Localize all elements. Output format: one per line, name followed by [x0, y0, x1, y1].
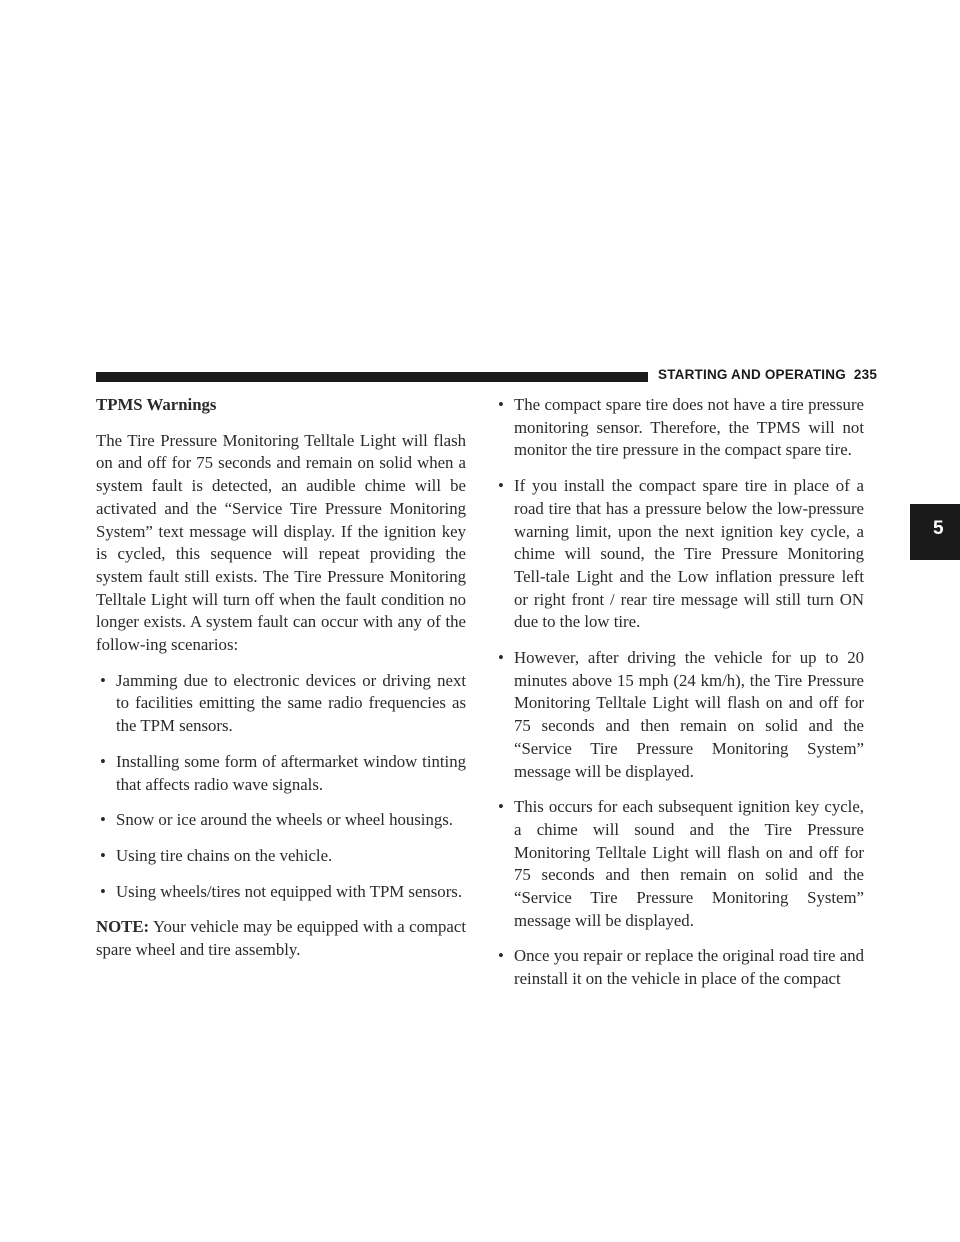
list-item — [96, 751, 466, 796]
list-item — [96, 670, 466, 738]
list-item — [494, 647, 864, 783]
list-item-text: Using tire chains on the vehicle. — [116, 845, 333, 865]
list-item-text: The compact spare tire does not have a tire pressure monitoring sensor. Therefore, the TPMS will not monitor the tire pressure in the compact spare tire. — [514, 395, 864, 460]
spare-tire-list — [494, 394, 864, 991]
list-item — [96, 881, 466, 904]
bullet-glyph: • — [498, 797, 504, 817]
list-item — [494, 475, 864, 634]
note-paragraph — [96, 916, 466, 961]
bullet-glyph: • — [498, 648, 504, 668]
bullet-glyph: • — [100, 881, 106, 901]
bullet-glyph: • — [100, 670, 106, 690]
note-label: NOTE: — [96, 917, 150, 937]
header-rule — [96, 372, 648, 382]
fault-scenario-list — [96, 670, 466, 904]
list-item — [494, 394, 864, 462]
list-item-text: Using wheels/tires not equipped with TPM sensors. — [116, 881, 463, 901]
section-title: STARTING AND OPERATING — [658, 367, 846, 382]
list-item — [96, 845, 466, 868]
chapter-number: 5 — [933, 518, 944, 539]
list-item-text: However, after driving the vehicle for up to 20 minutes above 15 mph (24 km/h), the Tire Pressure Monitoring Telltale Light will flash on and off for 75 seconds and then remain on solid and the “Service Tire Pressure Monitoring System” message will be displayed. — [514, 648, 864, 781]
list-item-text: Installing some form of aftermarket window tinting that affects radio wave signals. — [116, 751, 466, 794]
list-item — [494, 945, 864, 990]
note-text: Your vehicle may be equipped with a compact spare wheel and tire assembly. — [96, 917, 466, 960]
list-item-text: Snow or ice around the wheels or wheel housings. — [116, 810, 453, 830]
list-item — [494, 796, 864, 932]
bullet-glyph: • — [100, 810, 106, 830]
list-item-text: This occurs for each subsequent ignition key cycle, a chime will sound and the Tire Pressure Monitoring Telltale Light will flash on and off for 75 seconds and then remain on solid and the “Service Tire Pressure Monitoring System” message will be displayed. — [514, 797, 864, 930]
chapter-tab — [910, 504, 960, 560]
list-item-text: Jamming due to electronic devices or driving next to facilities emitting the same radio frequencies as the TPM sensors. — [116, 670, 466, 736]
right-column — [494, 394, 864, 1004]
left-column — [96, 394, 466, 975]
bullet-glyph: • — [100, 845, 106, 865]
page-number: 235 — [853, 367, 878, 382]
list-item-text: If you install the compact spare tire in place of a road tire that has a pressure below the low-pressure warning limit, upon the next ignition key cycle, a chime will sound, the Tire Pressure Monitoring Tell-tale Light and the Low inflation pressure left or right front / rear tire message will still turn ON due to the low tire. — [514, 476, 864, 632]
section-heading: TPMS Warnings — [96, 395, 217, 414]
list-item-text: Once you repair or replace the original road tire and reinstall it on the vehicle in place of the compact — [514, 946, 864, 989]
intro-paragraph: The Tire Pressure Monitoring Telltale Light will flash on and off for 75 seconds and remain on solid when a system fault is detected, an audible chime will be activated and the “Service Tire Pressure Monitoring System” text message will display. If the ignition key is cycled, this sequence will repeat providing the system fault still exists. The Tire Pressure Monitoring Telltale Light will turn off when the fault condition no longer exists. A system fault can occur with any of the follow-ing scenarios: — [96, 430, 466, 655]
bullet-glyph: • — [498, 395, 504, 414]
running-header — [658, 367, 877, 382]
bullet-glyph: • — [100, 751, 106, 771]
list-item — [96, 809, 466, 832]
bullet-glyph: • — [498, 946, 504, 966]
bullet-glyph: • — [498, 476, 504, 496]
